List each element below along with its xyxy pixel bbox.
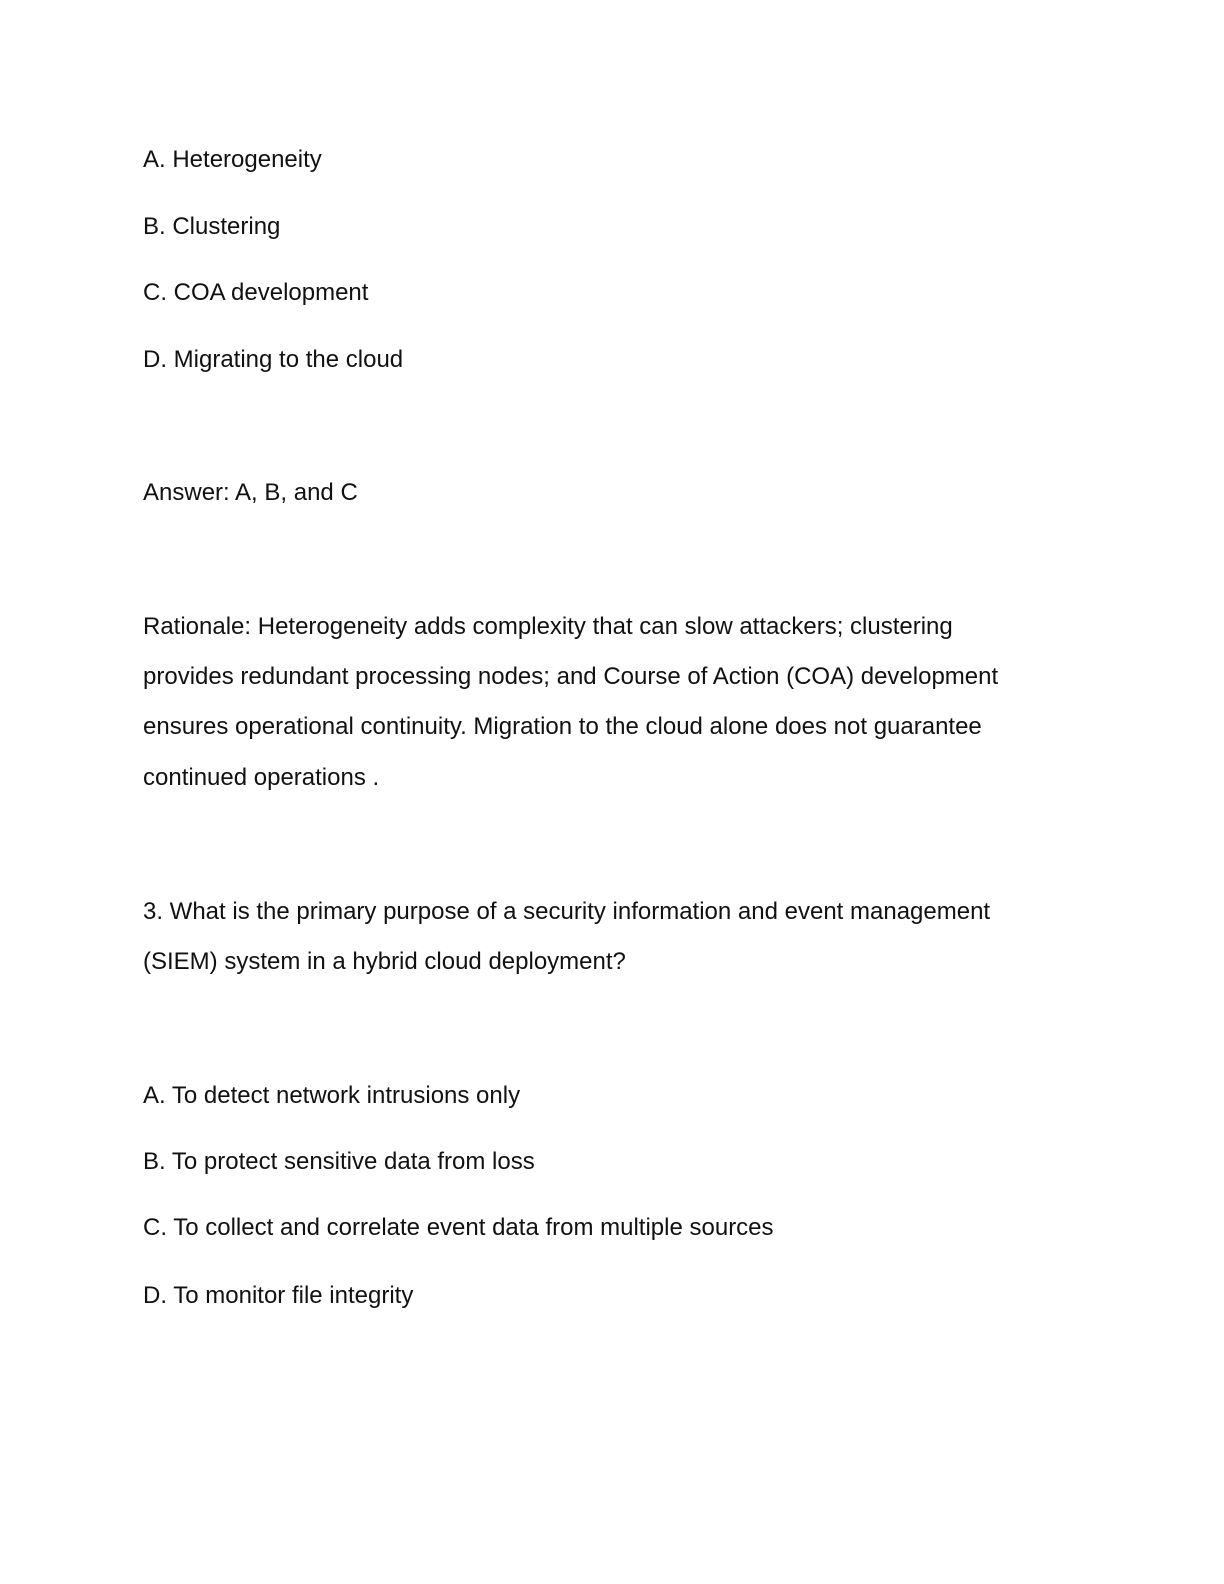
q3-option-d: D. To monitor file integrity	[143, 1282, 414, 1309]
q2-answer: Answer: A, B, and C	[143, 479, 358, 506]
q2-rationale-line: continued operations .	[143, 764, 380, 791]
q2-option-b: B. Clustering	[143, 213, 281, 240]
q3-option-b: B. To protect sensitive data from loss	[143, 1148, 535, 1175]
q2-option-a: A. Heterogeneity	[143, 146, 322, 173]
q2-rationale-line: provides redundant processing nodes; and Course of Action (COA) development	[143, 663, 999, 690]
q2-rationale-line: Rationale: Heterogeneity adds complexity that can slow attackers; clustering	[143, 613, 953, 640]
q2-rationale-line: ensures operational continuity. Migration to the cloud alone does not guarantee	[143, 713, 982, 740]
q2-option-c: C. COA development	[143, 279, 369, 306]
q3-option-a: A. To detect network intrusions only	[143, 1082, 521, 1109]
q3-option-c: C. To collect and correlate event data from multiple sources	[143, 1214, 774, 1241]
q3-question-line: (SIEM) system in a hybrid cloud deployment?	[143, 948, 626, 975]
q2-option-d: D. Migrating to the cloud	[143, 346, 404, 373]
q3-question-line: 3. What is the primary purpose of a security information and event management	[143, 898, 991, 925]
